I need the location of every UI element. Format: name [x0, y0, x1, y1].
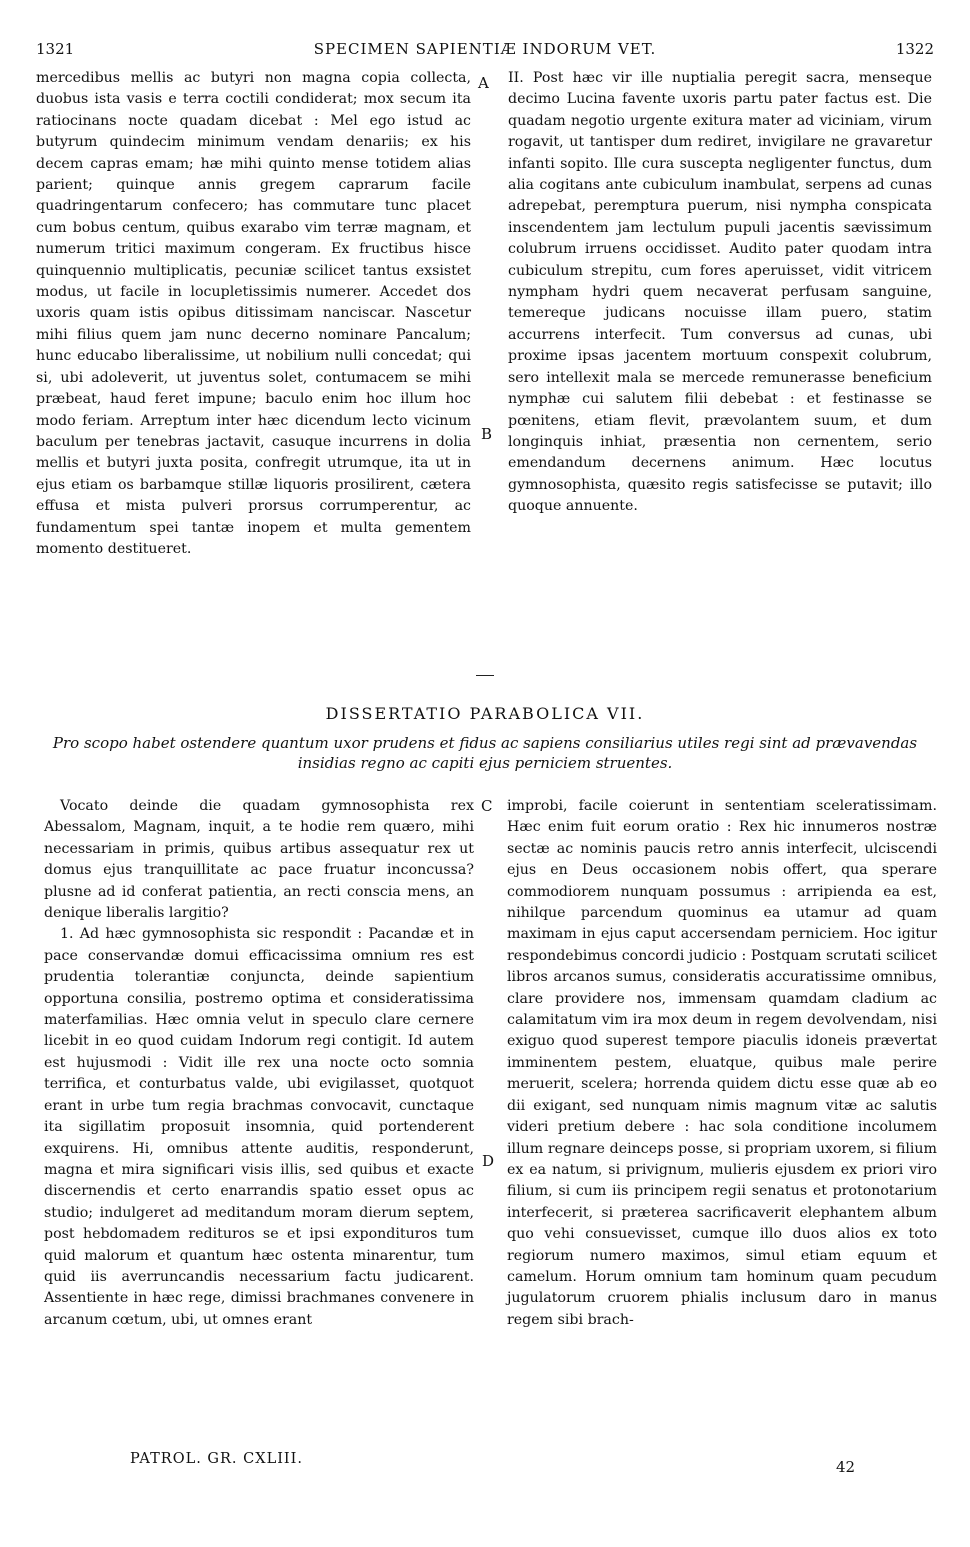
paragraph: improbi, facile coierunt in sententiam sceleratissimam. Hæc enim fuit eorum oratio : Rex hic innumeros nostræ sectæ ac nominis paucis retro annis interfecit, ulciscendi ejus en Deus occasionem nobis offert, qua sperare commodiorem nunquam possumus : arripienda ea est, nihilque parcendum quominus ea utamur ad quam maximam in ejus caput accersendam perniciem. Hoc igitur respondebimus concordi judicio : Postquam scrutati scilicet libros arcanos sumus, consideratis accuratissime omnibus, clare providere nos, immensam quamdam cladium ac calamitatum vim ira mox deum in regem devolvendam, nisi exiguo quod superest tempore piaculis idoneis prævertat imminentem pestem, eluatque, quibus male perire meruerit, scelera; horrenda quidem dictu esse quæ ab eo dii exigant, sed nunquam nimis magnum vitæ ac salutis videri pretium debere : hac sola conditione incolumem illum regnare deinceps posse, si propriam uxorem, si filium ex ea natum, si privignum, mulieris ejusdem ex priori viro filium, si cum iis principem regii senatus et protonotarium interfecerit, si præterea sacrificaverit elephantem album quo vehi consuevisset, cumque illo duos alios ex toto regiorum numero maximos, simul etiam equum et camelum. Horum omnium tam hominum quam pecudum jugulatorum cruorem phialis inclusum daro in manus regem sibi brach- [507, 798, 937, 1328]
column-left-bottom [44, 796, 474, 1331]
running-title: SPECIMEN SAPIENTIÆ INDORUM VET. [313, 40, 657, 58]
page-number-right: 1322 [895, 40, 934, 58]
margin-marker-b: B [481, 425, 493, 443]
column-right-bottom [507, 796, 937, 1331]
footer-sheet-number: 42 [836, 1458, 856, 1476]
running-header [36, 40, 934, 62]
section-summary: Pro scopo habet ostendere quantum uxor prudens et fidus ac sapiens consiliarius utiles regi sint ad prævavendas insidias regno ac capiti ejus perniciem struentes. [52, 734, 918, 772]
margin-marker-a: A [478, 74, 489, 92]
margin-marker-c: C [481, 797, 493, 815]
paragraph: mercedibus mellis ac butyri non magna copia collecta, duobus ista vasis e terra coctili condiderat; mox secum ita ratiocinans nocte quadam dicebat : Mel ego istud ac butyrum quindecim minimum vendam denariis; ex his decem capras emam; hæ mihi quinto mense totidem alias parient; quinque annis gregem caprarum facile quadringentarum confecero; has commutare tunc placet cum bobus centum, quibus exarabo vim terræ magnam, et numerum tritici maximum congeram. Ex fructibus hisce quinquennio multiplicatis, pecuniæ scilicet tantus exsistet modus, ut facile in locupletissimis numerer. Accedet dos uxoris quam istis opibus ditissimam nanciscar. Nascetur mihi filius quem jam nunc decerno nominare Pancalum; hunc educabo liberalissime, ut nobilium nulli concedat; qui si, ubi adoleverit, ut juventus solet, contumacem se mihi præbeat, haud feret impune; baculo enim hoc illum hoc modo feriam. Arreptum inter hæc dicendum lecto vicinum baculum per tenebras jactavit, casuque incurrens in dolia mellis et butyri juxta posita, confregit utrumque, ita ut in ejus etiam os barbamque stillæ liquoris prosilirent, cætera effusa et mista pulveri prorsus corrumperentur, ac fundamentum spei tantæ inopem et multa gementem momento destitueret. [36, 70, 471, 557]
margin-marker-d: D [482, 1152, 495, 1170]
page-number-left: 1321 [36, 40, 75, 58]
section-title: DISSERTATIO PARABOLICA VII. [325, 704, 645, 723]
footer-signature: PATROL. GR. CXLIII. [130, 1451, 303, 1467]
section-divider [476, 675, 494, 676]
column-left-top [36, 68, 471, 560]
column-right-top [508, 68, 932, 518]
paragraph: Vocato deinde die quadam gymnosophista rex Abessalom, Magnam, inquit, a te hodie rem quæro, mihi necessariam in primis, quibus artibus assequatur rex ut domus ejus tranquillitate ac pace fruatur inconcussa? plusne ad id conferat patientia, an recti conscia mens, an denique liberalis largitio? [44, 798, 474, 922]
paragraph: II. Post hæc vir ille nuptialia peregit sacra, menseque decimo Lucina favente uxoris partu pater factus est. Die quadam negotio urgente exitura mater ad viciniam, virum rogavit, ut tantisper dum rediret, invigilare ne gravaretur infanti sopito. Ille cura suscepta negligenter functus, dum alia cogitans ante cubiculum inambulat, serpens ad cunas adrepebat, peremptura puerum, nisi nympha conspicata inscendentem jam lectulum pupuli jacentis sævissimum colubrum irruens occidisset. Audito pater quodam intra cubiculum strepitu, cum fores aperuisset, vidit vitricem nympham hydri quem necaverat perfusam sanguine, temereque judicans nocuisse illam puero, statim accurrens interfecit. Tum conversus ad cunas, ubi proxime ipsas jacentem mortuum conspexit colubrum, sero intellexit mala se mercede remunerasse beneficium nymphæ cui salutem filii debebat : et festinasse se pœnitens, etiam flevit, prævolantem suum, et dum longinquis inhiat, præsentia non cernentem, serio emendandum decernens animum. Hæc locutus gymnosophista, quæsito regis satisfecisse se putavit; illo quoque annuente. [508, 70, 932, 515]
paragraph: 1. Ad hæc gymnosophista sic respondit : Pacandæ et in pace conservandæ domui efficacissima omnium res est prudentia tolerantiæ conjuncta, deinde sapientium opportuna consilia, postremo optima et consideratissima materfamilias. Hæc omnia velut in speculo clare cernere licebit in eo quod cuidam Indorum regi contigit. Id autem est hujusmodi : Vidit ille rex una nocte octo somnia terrifica, et conturbatus valde, ubi evigilasset, quotquot erant in urbe tum regia brachmas convocavit, cunctaque ita sigillatim proposuit insomnia, quid portenderent exquirens. Hi, omnibus attente auditis, responderunt, magna et mira significari visis illis, sed quibus et exacte discernendis et certo enarrandis spatio esset opus ac studio; indulgeret ad meditandum moram dierum septem, post hebdomadem redituros se et ipsi expondituros tum quid malorum et quantum hæc ostenta minarentur, tum quid iis averruncandis necessarium factu judicarent. Assentiente in hæc rege, dimissi brachmanes convenere in arcanum cœtum, ubi, ut omnes erant [44, 926, 474, 1328]
